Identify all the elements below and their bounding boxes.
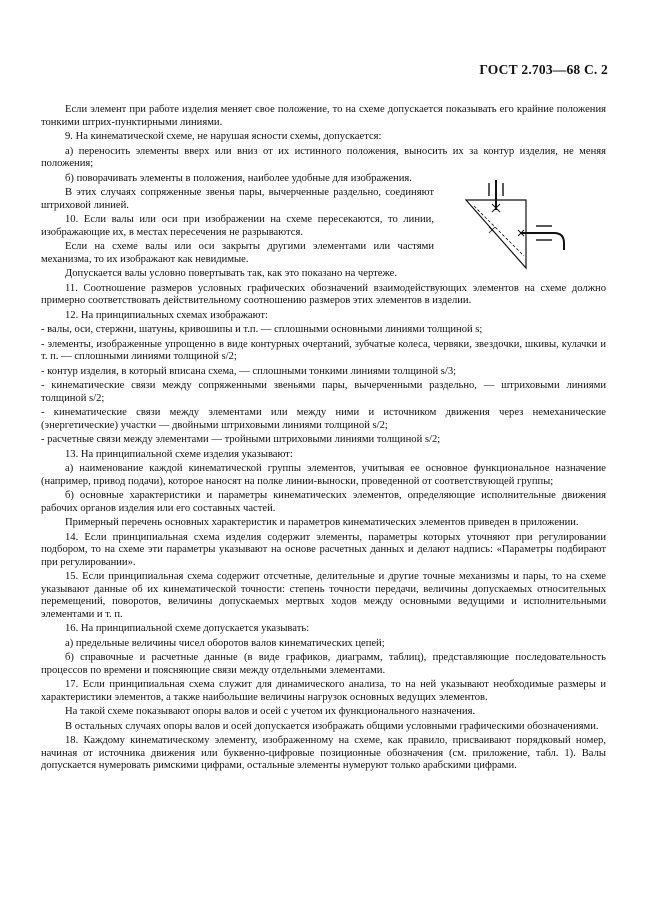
paragraph: б) поворачивать элементы в положения, наиболее удобные для изображения. [65, 172, 412, 184]
paragraph: 16. На принципиальной схеме допускается указывать: [65, 623, 310, 634]
paragraph: На такой схеме показывают опоры валов и осей с учетом их функционального назначения. [65, 706, 476, 717]
paragraph: б) справочные и расчетные данные (в виде графиков, диаграмм, таблиц), представляющие последовательность процессов по времени и поясняющие связи между отдельными элементами. [41, 652, 606, 676]
paragraph: 18. Каждому кинематическому элементу, изображенному на схеме, как правило, присваивают порядковый номер, начиная от источника движения или буквенно-цифровые позиционные обозначения (см. приложение, табл. 1). Валы допускается нумеровать римскими цифрами, остальные элементы нумеруют только арабскими цифрами. [41, 735, 606, 771]
paragraph: 14. Если принципиальная схема изделия содержит элементы, параметры которых уточняют при регулировании подбором, то на схеме эти параметры указывают на основе расчетных данных и делают надпись: «Параметры подбирают при регулировании». [41, 531, 606, 568]
paragraph: Если на схеме валы или оси закрыты другими элементами или частями механизма, то их изображают как невидимые. [41, 241, 434, 265]
list-item: - элементы, изображенные упрощенно в виде контурных очертаний, зубчатые колеса, червяки, звездочки, шкивы, кулачки и т. п. — сплошными линиями толщиной s/2; [41, 338, 606, 362]
paragraph: б) основные характеристики и параметры кинематических элементов, определяющие исполнительные движения рабочих органов изделия или его составных частей. [41, 490, 606, 514]
paragraph: Допускается валы условно повертывать так, как это показано на чертеже. [65, 268, 397, 279]
paragraph: 13. На принципиальной схеме изделия указывают: [65, 448, 293, 460]
document-body [41, 104, 606, 775]
paragraph: 9. На кинематической схеме, не нарушая ясности схемы, допускается: [65, 131, 382, 142]
paragraph: Примерный перечень основных характеристик и параметров кинематических элементов приведен в приложении. [65, 517, 579, 528]
paragraph: а) наименование каждой кинематической группы элементов, учитывая ее основное функциональное назначение (например, привод подачи), которое наносят на полке линии-выноски, проведенной от соответствующей группы; [41, 463, 606, 487]
paragraph: 12. На принципиальных схемах изображают: [65, 309, 268, 321]
paragraph: 15. Если принципиальная схема содержит отсчетные, делительные и другие точные механизмы и пары, то на схеме указывают данные об их кинематической точности: степень точности передачи, величины допускаемых относительных перемещений, поворотов, величины допускаемых мертвых ходов между основными ведущими и исполнительными элементами и т. п. [41, 571, 606, 620]
paragraph: а) предельные величины чисел оборотов валов кинематических цепей; [65, 637, 385, 649]
paragraph: а) переносить элементы вверх или вниз от их истинного положения, выносить их за контур изделия, не меняя положения; [41, 145, 606, 169]
list-item: - кинематические связи между сопряженными звеньями пары, вычерченными раздельно, — штриховыми линиями толщиной s/2; [41, 380, 606, 404]
page-header: ГОСТ 2.703—68 С. 2 [479, 62, 608, 77]
paragraph: В этих случаях сопряженные звенья пары, вычерченные раздельно, соединяют штриховой линией. [41, 187, 434, 211]
paragraph: Если элемент при работе изделия меняет свое положение, то на схеме допускается показывать его крайние положения тонкими штрих-пунктирными линиями. [41, 104, 606, 128]
list-item: - контур изделия, в который вписана схема, — сплошными тонкими линиями толщиной s/3; [41, 365, 457, 377]
paragraph: 17. Если принципиальная схема служит для динамического анализа, то на ней указывают необходимые размеры и характеристики элементов, а также наибольшие величины нагрузок основных ведущих элементов. [41, 679, 606, 703]
paragraph: 11. Соотношение размеров условных графических обозначений взаимодействующих элементов на схеме должно примерно соответствовать действительному соотношению размеров этих элементов в изделии. [41, 282, 606, 306]
paragraph: В остальных случаях опоры валов и осей допускается изображать общими условными графическими обозначениями. [65, 720, 599, 732]
list-item: - кинематические связи между элементами или между ними и источником движения через немеханические (энергетические) участки — двойными штриховыми линиями толщиной s/2; [41, 407, 606, 431]
paragraph: 10. Если валы или оси при изображении на схеме пересекаются, то линии, изображающие их, в местах пересечения не разрываются. [41, 214, 434, 238]
list-item: - валы, оси, стержни, шатуны, кривошипы и т.п. — сплошными основными линиями толщиной s; [41, 324, 483, 335]
list-item: - расчетные связи между элементами — тройными штриховыми линиями толщиной s/2; [41, 434, 441, 445]
